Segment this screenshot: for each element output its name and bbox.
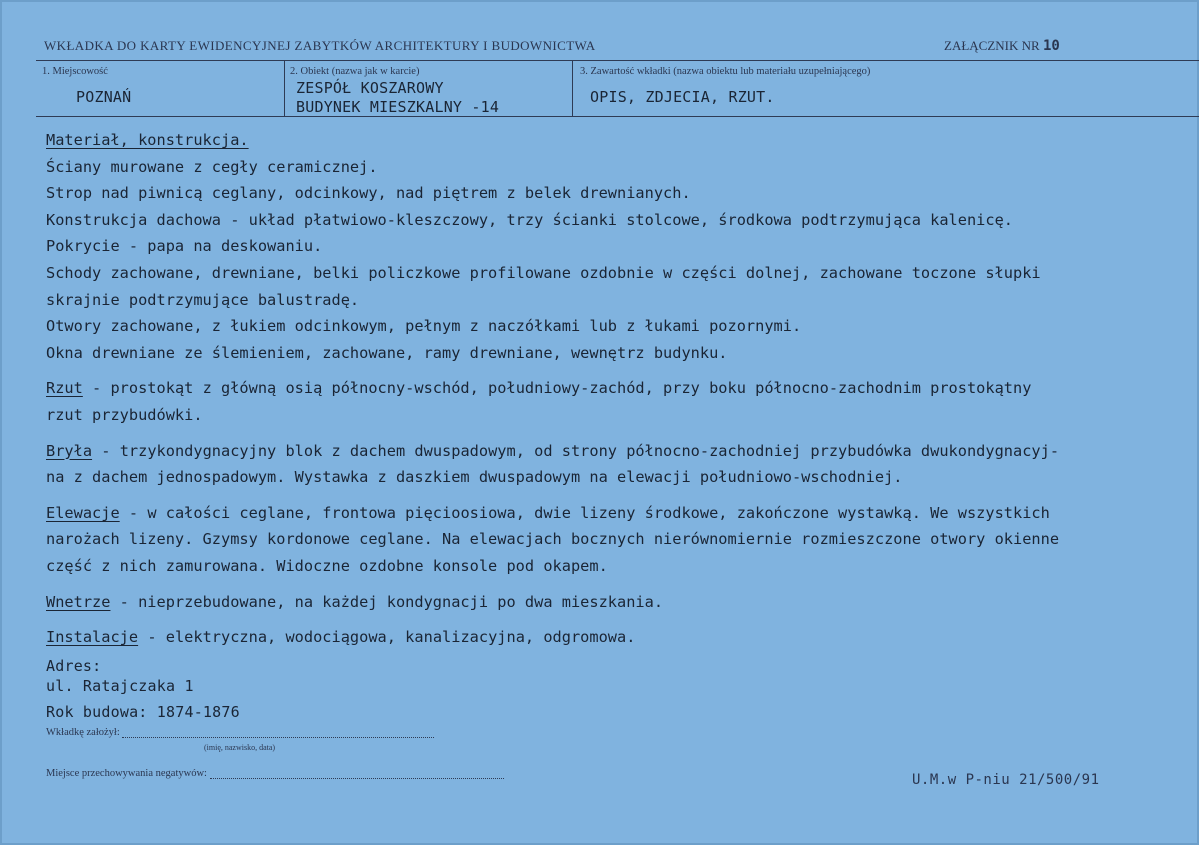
annex-number: 10 — [1042, 38, 1060, 54]
description-body — [46, 127, 1196, 651]
header-rule-top — [36, 60, 1199, 61]
line-walls: Ściany murowane z cegły ceramicznej. — [46, 157, 378, 176]
field-locality-label: 1. Miejscowość — [42, 66, 108, 77]
field-contents-value: OPIS, ZDJECIA, RZUT. — [590, 88, 775, 106]
address-label: Adres: — [46, 657, 102, 675]
header-rule-bottom — [36, 116, 1199, 117]
field-contents-label: 3. Zawartość wkładki (nazwa obiektu lub materiału uzupełniającego) — [580, 66, 871, 77]
line-stairs-1: Schody zachowane, drewniane, belki policzkowe profilowane ozdobnie w części dolnej, zachowane toczone słupki — [46, 263, 1041, 282]
header-divider-1 — [284, 60, 285, 116]
plan-text-1: - prostokąt z główną osią północny-wschód, południowy-zachód, przy boku północno-zachodnim prostokątny — [82, 379, 1032, 398]
negatives-label: Miejsce przechowywania negatywów: — [46, 768, 207, 779]
plan-text-2: rzut przybudówki. — [46, 405, 203, 424]
negatives-row — [46, 768, 504, 779]
form-title: WKŁADKA DO KARTY EWIDENCYJNEJ ZABYTKÓW ARCHITEKTURY I BUDOWNICTWA — [44, 38, 596, 53]
elevations-text-1: - w całości ceglane, frontowa pięcioosiowa, dwie lizeny środkowe, zakończone wystawką. We wszystkich — [119, 503, 1050, 522]
mass-text-1: - trzykondygnacyjny blok z dachem dwuspadowym, od strony północno-zachodniej przybudówka dwukondygnacyj- — [92, 441, 1060, 460]
heading-material: Materiał, konstrukcja. — [46, 131, 249, 149]
prepared-by-row — [46, 727, 434, 738]
field-locality-value: POZNAŃ — [76, 88, 132, 106]
prepared-by-label: Wkładkę założył: — [46, 727, 120, 738]
annex-label-text: ZAŁĄCZNIK NR — [944, 38, 1040, 53]
reference-code: U.M.w P-niu 21/500/91 — [912, 772, 1100, 788]
line-stairs-2: skrajnie podtrzymujące balustradę. — [46, 290, 360, 309]
prepared-by-line — [122, 737, 434, 738]
line-openings: Otwory zachowane, z łukiem odcinkowym, pełnym z naczółkami lub z łukami pozornymi. — [46, 317, 802, 336]
address-street: ul. Ratajczaka 1 — [46, 677, 194, 695]
interior-text: - nieprzebudowane, na każdej kondygnacji po dwa mieszkania. — [110, 592, 664, 611]
heading-elevations: Elewacje — [46, 503, 120, 522]
prepared-by-hint: (imię, nazwisko, data) — [204, 743, 276, 752]
annex-label — [944, 38, 1060, 54]
line-ceiling: Strop nad piwnicą ceglany, odcinkowy, nad piętrem z belek drewnianych. — [46, 184, 691, 203]
header-divider-2 — [572, 60, 573, 116]
elevations-text-3: część z nich zamurowana. Widoczne ozdobne konsole pod okapem. — [46, 556, 608, 575]
heading-installations: Instalacje — [46, 628, 139, 647]
heading-interior: Wnetrze — [46, 592, 111, 611]
heading-plan: Rzut — [46, 379, 83, 398]
heading-mass: Bryła — [46, 441, 93, 460]
line-roofing: Pokrycie - papa na deskowaniu. — [46, 237, 323, 256]
field-object-line2: BUDYNEK MIESZKALNY -14 — [296, 98, 500, 116]
negatives-line — [210, 778, 504, 779]
field-object-line1: ZESPÓŁ KOSZAROWY — [296, 79, 444, 97]
elevations-text-2: narożach lizeny. Gzymsy kordonowe ceglane. Na elewacjach bocznych nierównomiernie rozmieszczone otwory okienne — [46, 530, 1060, 549]
mass-text-2: na z dachem jednospadowym. Wystawka z daszkiem dwuspadowym na elewacji południowo-wschodniej. — [46, 468, 903, 487]
build-year: Rok budowa: 1874-1876 — [46, 703, 240, 721]
installations-text: - elektryczna, wodociągowa, kanalizacyjna, odgromowa. — [138, 628, 636, 647]
field-object-label: 2. Obiekt (nazwa jak w karcie) — [290, 66, 420, 77]
line-roof-structure: Konstrukcja dachowa - układ płatwiowo-kleszczowy, trzy ścianki stolcowe, środkowa podtrzymująca kalenicę. — [46, 210, 1013, 229]
line-windows: Okna drewniane ze ślemieniem, zachowane, ramy drewniane, wewnętrz budynku. — [46, 343, 728, 362]
